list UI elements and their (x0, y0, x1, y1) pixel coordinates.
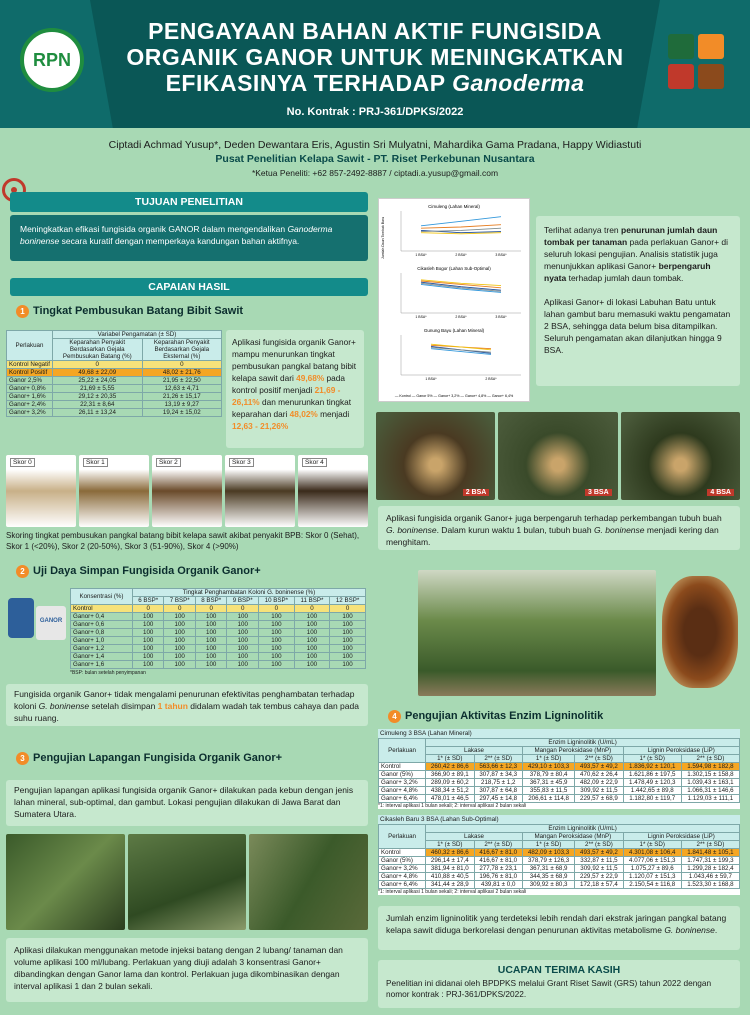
series-line (421, 217, 501, 226)
field-photos (6, 834, 368, 930)
enzyme-table-2: Cikasleh Baru 3 BSA (Lahan Sub-Optimal) Perlakuan Enzim Ligninolitik (U/mL) Lakase Mangan Peroksidase (MnP) Lignin Peroksidase (LiP) 1* (± SD) 2** (± SD) 1* (± SD) 2** (± SD) 1* (± SD) 2** (± SD) Kontrol 460,32 ± 86,6 416,67 ± 81,0 482,09 ± 103,3 493,57 ± 49,2 4.301,08 ± 106,4 1.841,48 ± 105,1 Ganor (5%) 296,14 ± 17,4 416,67 ± 81,0 378,79 ± 126,3 332,87 ± 11,5 4.077,06 ± 151,3 1.747,31 ± 199,3 Ganor+ 3,2% 381,94 ± 81,0 277,78 ± 23,1 367,31 ± 68,9 309,92 ± 11,5 1.075,27 ± 89,6 1.299,28 ± 182,4 Ganor+ 4,8% 410,88 ± 40,5 196,76 ± 81,0 344,35 ± 68,9 229,57 ± 22,9 1.120,07 ± 151,3 1.043,46 ± 59,7 Ganor+ 6,4% 341,44 ± 28,9 439,81 ± 0,0 309,92 ± 80,3 172,18 ± 57,4 2.150,54 ± 116,8 1.523,30 ± 168,8 *1: interval aplikasi 1 bulan sekali; 2: interval aplikasi 2 bulan sekali (378, 815, 740, 895)
right-description: Terlihat adanya tren penurunan jumlah daun tombak per tanaman pada perlakuan Ganor+ di seluruh lokasi pengujian. Analisis statistik juga menunjukkan aplikasi Ganor+ berpengaruh nyata terhadap jumlah daun tombak. Aplikasi Ganor+ di lokasi Labuhan Batu untuk lahan gambut baru memasuki waktu pengamatan 2 BSA, sehingga data belum bisa ditampilkan. Seluruh pengamatan akan dilanjutkan hingga 9 BSA. (536, 216, 740, 386)
skor-photo (6, 455, 76, 527)
authors: Ciptadi Achmad Yusup*, Deden Dewantara Eris, Agustin Sri Mulyatni, Mahardika Gama Pradana, Happy Widiastuti (108, 139, 642, 151)
table-row: Ganor+ 6,4% 341,44 ± 28,9 439,81 ± 0,0 309,92 ± 80,3 172,18 ± 57,4 2.150,54 ± 116,8 1.523,30 ± 168,8 (379, 881, 740, 889)
s1-title: 1 Tingkat Pembusukan Batang Bibit Sawit (16, 305, 243, 318)
contact: *Ketua Peneliti: +62 857-2492-8887 / ciptadi.a.yusup@gmail.com (251, 168, 499, 178)
table-row: Kontrol 460,32 ± 86,6 416,67 ± 81,0 482,09 ± 103,3 493,57 ± 49,2 4.301,08 ± 106,4 1.841,48 ± 105,1 (379, 849, 740, 857)
series-line (421, 228, 501, 231)
ganoderma-fruiting-body-image (662, 576, 738, 688)
bsa-photos (376, 412, 740, 500)
table-row: Ganor+ 1,0 100 100 100 100 100 100 100 (71, 637, 366, 645)
x-tick-label: 2 BSA* (455, 253, 467, 257)
x-tick-label: 3 BSA* (495, 315, 507, 319)
table-row: Ganor 2,5% 25,22 ± 24,05 21,95 ± 22,50 (7, 377, 222, 385)
s1-description: Aplikasi fungisida organik Ganor+ mampu menurunkan tingkat pembusukan pangkal batang bibit kelapa sawit dari 49,68% pada kontrol positif menjadi 21,69 - 26,11% dan menurunkan tingkat keparahan dari 48,02% menjadi 12,63 - 21,26% (226, 330, 364, 448)
bsa-label: 3 BSA (585, 489, 612, 496)
table-row: Ganor+ 4,8% 410,88 ± 40,5 196,76 ± 81,0 344,35 ± 68,9 229,57 ± 22,9 1.120,07 ± 151,3 1.043,46 ± 59,7 (379, 873, 740, 881)
header-banner (0, 0, 750, 128)
tujuan-heading: TUJUAN PENELITIAN (10, 192, 368, 212)
table-row: Ganor+ 6,4% 478,01 ± 46,5 297,45 ± 14,8 206,61 ± 114,8 229,57 ± 68,9 1.182,80 ± 119,7 1.129,03 ± 111,1 (379, 795, 740, 803)
table-row: Kontrol 260,42 ± 86,6 563,66 ± 12,3 429,10 ± 103,3 493,57 ± 49,2 1.836,92 ± 120,1 1.594,98 ± 182,8 (379, 763, 740, 771)
s3-description: Pengujian lapangan aplikasi fungisida organik Ganor+ dilakukan pada kebun dengan jenis lahan mineral, sub-optimal, dan gambut. Lokasi pengujian dilakukan di Jawa Barat dan Sumatera Utara. (6, 780, 368, 826)
s2-description: Fungisida organik Ganor+ tidak mengalami penurunan efektivitas penghambatan terhadap koloni G. boninense setelah disimpan 1 tahun didalam wadah tak tembus cahaya dan pada suhu ruang. (6, 684, 368, 726)
skor-label: Skor 1 (83, 458, 108, 467)
chart-title: Gunung Bayu (Lahan Mineral) (423, 328, 485, 333)
table-row: Ganor+ 1,6 100 100 100 100 100 100 100 (71, 661, 366, 669)
table-row: Ganor+ 1,2 100 100 100 100 100 100 100 (71, 645, 366, 653)
ganor-bottles-image: GANOR (8, 592, 68, 642)
skor-photo (79, 455, 149, 527)
rpn-logo: RPN (20, 28, 84, 92)
table-row: Ganor+ 0,8% 21,69 ± 5,55 12,63 ± 4,71 (7, 385, 222, 393)
x-tick-label: 1 BSA* (425, 377, 437, 381)
skor-label: Skor 2 (156, 458, 181, 467)
table-row: Ganor+ 1,6% 29,12 ± 20,35 21,26 ± 15,17 (7, 393, 222, 401)
skor-photo (225, 455, 295, 527)
skor-photo (152, 455, 222, 527)
skor-photos (6, 455, 368, 527)
capaian-heading: CAPAIAN HASIL (10, 278, 368, 296)
table-row: Ganor+ 2,4% 22,31 ± 8,64 13,19 ± 9,27 (7, 401, 222, 409)
s1-caption: Skoring tingkat pembusukan pangkal batang bibit kelapa sawit akibat penyakit BPB: Skor 0 (Sehat), Skor 1 (<20%), Skor 2 (20-50%), Skor 3 (51-90%), Skor 4 (>90%) (6, 531, 360, 551)
thanks-text: Penelitian ini didanai oleh BPDPKS melalui Grant Riset Sawit (GRS) tahun 2022 dengan nomor kontrak : PRJ-361/DPKS/2022. (386, 978, 712, 999)
s4-description: Jumlah enzim ligninolitik yang terdeteksi lebih rendah dari ekstrak jaringan pangkal batang kelapa sawit diduga berkorelasi dengan penurunan aktivitas metabolisme G. boninense. (378, 906, 740, 950)
table-row: Ganor (5%) 366,90 ± 89,1 307,87 ± 34,3 378,79 ± 80,4 470,62 ± 26,4 1.621,86 ± 197,5 1.302,15 ± 158,8 (379, 771, 740, 779)
ppks-logo-icon (668, 34, 726, 90)
thanks-section (378, 960, 740, 1008)
table-row: Ganor+ 3,2% 26,11 ± 13,24 19,24 ± 15,02 (7, 409, 222, 417)
series-line (421, 225, 501, 228)
skor-label: Skor 4 (302, 458, 327, 467)
table-row: Kontrol Positif 49,68 ± 22,09 48,02 ± 21,76 (7, 369, 222, 377)
s3-title: 3 Pengujian Lapangan Fungisida Organik Ganor+ (16, 752, 282, 765)
bsa-label: 2 BSA (463, 489, 490, 496)
fruit-description: Aplikasi fungisida organik Ganor+ juga berpengaruh terhadap perkembangan tubuh buah G. boninense. Dalam kurun waktu 1 bulan, tubuh buah G. boninense menjadi kering dan menghitam. (378, 506, 740, 550)
thanks-heading: UCAPAN TERIMA KASIH (497, 964, 621, 976)
chart-title: Cimuleng (Lahan Mineral) (428, 204, 480, 209)
bsa-label: 4 BSA (707, 489, 734, 496)
x-tick-label: 2 BSA* (455, 315, 467, 319)
table-row: Kontrol Negatif 0 0 (7, 361, 222, 369)
table-row: Ganor+ 4,8% 438,34 ± 51,2 307,87 ± 64,8 355,83 ± 11,5 309,92 ± 11,5 1.442,65 ± 89,8 1.066,31 ± 146,6 (379, 787, 740, 795)
line-charts (378, 198, 530, 402)
bsa-photo (498, 412, 617, 500)
x-tick-label: 2 BSA* (485, 377, 497, 381)
tujuan-text: Meningkatkan efikasi fungisida organik GANOR dalam mengendalikan Ganoderma boninense secara kuratif dengan memperkaya kandungan bahan aktifnya. (10, 215, 368, 261)
s2-table: Konsentrasi (%) Tingkat Penghambatan Koloni G. boninense (%) 6 BSP* 7 BSP* 8 BSP* 9 BSP* 10 BSP* 11 BSP* 12 BSP* Kontrol 0 0 0 0 0 0 0 Ganor+ 0,4 100 100 100 100 100 100 100 Ganor+ 0,6 100 100 100 100 100 100 100 Ganor+ 0,8 100 100 100 100 100 100 100 Ganor+ 1,0 100 100 100 100 100 100 100 Ganor+ 1,2 100 100 100 100 100 100 100 Ganor+ 1,4 100 100 100 100 100 100 100 Ganor+ 1,6 100 100 100 100 100 100 100 *BSP: bulan setelah penyimpanan (70, 588, 366, 676)
skor-label: Skor 3 (229, 458, 254, 467)
x-tick-label: 1 BSA* (415, 253, 427, 257)
institution: Pusat Penelitian Kelapa Sawit - PT. Riset Perkebunan Nusantara (215, 153, 535, 165)
chart-legend: — Kontrol — Ganor 5% — Ganor+ 3,2% — Ganor+ 4,8% — Ganor+ 6,4% (394, 394, 514, 398)
chart-title: Cikasleh Bogor (Lahan Sub-Optimal) (417, 266, 491, 271)
tujuan-section (10, 192, 368, 262)
table-row: Ganor+ 3,2% 289,09 ± 60,2 218,75 ± 1,2 367,31 ± 45,9 482,09 ± 22,9 1.478,49 ± 120,3 1.039,43 ± 163,1 (379, 779, 740, 787)
bsa-photo (376, 412, 495, 500)
series-line (421, 284, 501, 292)
s4-title: 4 Pengujian Aktivitas Enzim Ligninolitik (388, 710, 603, 723)
table-row: Ganor+ 0,8 100 100 100 100 100 100 100 (71, 629, 366, 637)
bsa-photo (621, 412, 740, 500)
table-row: Ganor (5%) 296,14 ± 17,4 416,67 ± 81,0 378,79 ± 126,3 332,87 ± 11,5 4.077,06 ± 151,3 1.747,31 ± 199,3 (379, 857, 740, 865)
table-row: Ganor+ 3,2% 381,94 ± 81,0 277,78 ± 23,1 367,31 ± 68,9 309,92 ± 11,5 1.075,27 ± 89,6 1.299,28 ± 182,4 (379, 865, 740, 873)
series-line (431, 344, 491, 350)
s3-description-2: Aplikasi dilakukan menggunakan metode injeksi batang dengan 2 lubang/ tanaman dan volume aplikasi 100 ml/lubang. Perlakuan yang diuji adalah 3 konsentrasi Ganor+ dibandingkan dengan Ganor lama dan kontrol. Perlakuan juga dikombinasikan dengan interval aplikasi 1 dan 2 bulan sekali. (6, 938, 368, 1002)
s2-title: 2 Uji Daya Simpan Fungisida Organik Ganor+ (16, 565, 261, 578)
table-row: Kontrol 0 0 0 0 0 0 0 (71, 605, 366, 613)
enzyme-table-1: Cimuleng 3 BSA (Lahan Mineral) Perlakuan Enzim Ligninolitik (U/mL) Lakase Mangan Peroksidase (MnP) Lignin Peroksidase (LiP) 1* (± SD) 2** (± SD) 1* (± SD) 2** (± SD) 1* (± SD) 2** (± SD) Kontrol 260,42 ± 86,6 563,66 ± 12,3 429,10 ± 103,3 493,57 ± 49,2 1.836,92 ± 120,1 1.594,98 ± 182,8 Ganor (5%) 366,90 ± 89,1 307,87 ± 34,3 378,79 ± 80,4 470,62 ± 26,4 1.621,86 ± 197,5 1.302,15 ± 158,8 Ganor+ 3,2% 289,09 ± 60,2 218,75 ± 1,2 367,31 ± 45,9 482,09 ± 22,9 1.478,49 ± 120,3 1.039,43 ± 163,1 Ganor+ 4,8% 438,34 ± 51,2 307,87 ± 64,8 355,83 ± 11,5 309,92 ± 11,5 1.442,65 ± 89,8 1.066,31 ± 146,6 Ganor+ 6,4% 478,01 ± 46,5 297,45 ± 14,8 206,61 ± 114,8 229,57 ± 68,9 1.182,80 ± 119,7 1.129,03 ± 111,1 *1: interval aplikasi 1 bulan sekali; 2: interval aplikasi 2 bulan sekali (378, 729, 740, 809)
field-injection-photo (418, 570, 656, 696)
x-tick-label: 3 BSA* (495, 253, 507, 257)
y-axis-label: Jumlah Daun Tombak Baru (381, 216, 385, 259)
skor-photo (298, 455, 368, 527)
skor-label: Skor 0 (10, 458, 35, 467)
contract-number: No. Kontrak : PRJ-361/DPKS/2022 (286, 106, 464, 118)
table-row: Ganor+ 0,4 100 100 100 100 100 100 100 (71, 613, 366, 621)
x-tick-label: 1 BSA* (415, 315, 427, 319)
table-row: Ganor+ 1,4 100 100 100 100 100 100 100 (71, 653, 366, 661)
s1-table: Perlakuan Variabel Pengamatan (± SD) Keparahan Penyakit Berdasarkan Gejala Pembusukan Batang (%) Keparahan Penyakit Berdasarkan Gejala Eksternal (%) Kontrol Negatif 0 0 Kontrol Positif 49,68 ± 22,09 48,02 ± 21,76 Ganor 2,5% 25,22 ± 24,05 21,95 ± 22,50 Ganor+ 0,8% 21,69 ± 5,55 12,63 ± 4,71 Ganor+ 1,6% 29,12 ± 20,35 21,26 ± 15,17 Ganor+ 2,4% 22,31 ± 8,64 13,19 ± 9,27 Ganor+ 3,2% 26,11 ± 13,24 19,24 ± 15,02 (6, 330, 222, 417)
poster-title: PENGAYAAN BAHAN AKTIF FUNGISIDA ORGANIK GANOR UNTUK MENINGKATKAN EFIKASINYA TERHADAP Ganoderma (126, 18, 624, 96)
table-row: Ganor+ 0,6 100 100 100 100 100 100 100 (71, 621, 366, 629)
